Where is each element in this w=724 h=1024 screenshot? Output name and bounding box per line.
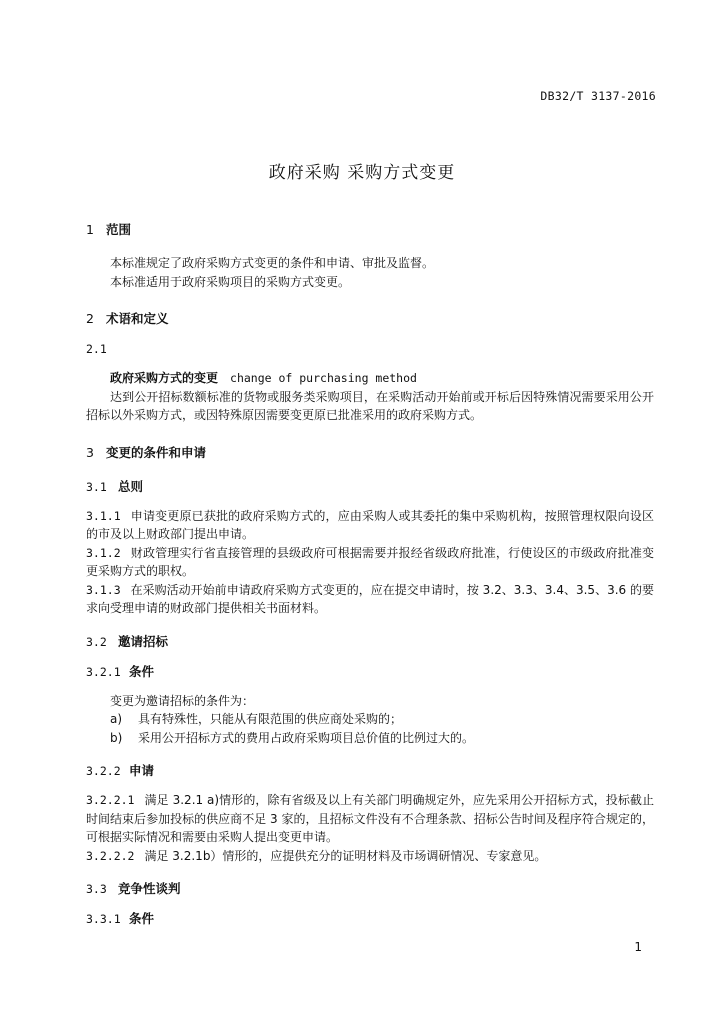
document-body: [86, 220, 654, 929]
subsection-label: 总则: [118, 478, 144, 494]
paragraph: 变更为邀请招标的条件为：: [110, 693, 255, 708]
subsection-3-3-heading: [86, 879, 654, 899]
subsection-number: 3.3.1: [86, 912, 121, 926]
subsection-3-2-2-heading: [86, 761, 654, 781]
section-2-heading: [86, 309, 654, 329]
list-item-a: [86, 710, 654, 729]
clause-text: 申请变更原已获批的政府采购方式的，应由采购人或其委托的集中采购机构，按照管理权限向设区的市及以上财政部门提出申请。: [86, 508, 654, 541]
paragraph: 本标准规定了政府采购方式变更的条件和申请、审批及监督。: [110, 256, 435, 270]
subsection-number: 2.1: [86, 342, 107, 356]
section-label: 术语和定义: [106, 311, 169, 326]
section-number: 3: [86, 444, 94, 460]
section-3-heading: [86, 443, 654, 463]
list-text: 具有特殊性，只能从有限范围的供应商处采购的；: [138, 712, 403, 726]
clause-text: 满足 3.2.1b）情形的，应提供充分的证明材料及市场调研情况、专家意见。: [144, 848, 547, 863]
clause-text: 财政管理实行省直接管理的县级政府可根据需要并报经省级政府批准，行使设区的市级政府批准变更采购方式的职权。: [86, 545, 654, 578]
term-entry: [86, 369, 654, 388]
term-chinese: 政府采购方式的变更: [110, 371, 219, 385]
subsection-3-2-heading: [86, 632, 654, 652]
section-label: 范围: [106, 222, 132, 237]
subsection-3-1-heading: [86, 477, 654, 497]
term-definition: 达到公开招标数额标准的货物或服务类采购项目，在采购活动开始前或开标后因特殊情况需要采用公开招标以外采购方式，或因特殊原因需要变更原已批准采用的政府采购方式。: [86, 389, 654, 422]
clause-number: 3.1.1: [86, 508, 121, 523]
subsection-number: 3.1: [86, 479, 107, 494]
subsection-number: 3.3: [86, 882, 107, 896]
clause-number: 3.2.2.2: [86, 848, 135, 863]
clause-text: 满足 3.2.1 a)情形的，除有省级及以上有关部门明确规定外，应先采用公开招标方式，投标截止时间结束后参加投标的供应商不足 3 家的，且招标文件没有不合理条款、招标公告时间及程序符合规定的，可根据实际情况和需要由采购人提出变更申请。: [86, 793, 654, 844]
subsection-label: 竞争性谈判: [118, 881, 181, 896]
list-marker: b): [110, 730, 123, 745]
section-1-heading: [86, 220, 654, 240]
section-number: 2: [86, 311, 94, 326]
clause-3-1-2: [86, 544, 654, 581]
term-english: change of purchasing method: [230, 371, 417, 385]
subsection-number: 3.2: [86, 634, 107, 649]
list-marker: a): [110, 712, 123, 726]
list-text: 采用公开招标方式的费用占政府采购项目总价值的比例过大的。: [138, 730, 475, 745]
subsection-label: 邀请招标: [118, 633, 169, 649]
clause-number: 3.1.3: [86, 582, 121, 597]
section-label: 变更的条件和申请: [106, 444, 207, 460]
subsection-label: 条件: [129, 663, 155, 679]
section-number: 1: [86, 222, 94, 237]
clause-number: 3.1.2: [86, 545, 121, 560]
clause-3-2-2-1: [86, 791, 654, 847]
document-title: 政府采购 采购方式变更: [268, 163, 456, 183]
subsection-3-2-1-heading: [86, 662, 654, 682]
clause-text: 在采购活动开始前申请政府采购方式变更的，应在提交申请时，按 3.2、3.3、3.4、3.5、3.6 的要求向受理申请的财政部门提供相关书面材料。: [86, 582, 654, 615]
page-number: 1: [634, 940, 642, 954]
subsection-number: 3.2.2: [86, 764, 121, 778]
paragraph: 本标准适用于政府采购项目的采购方式变更。: [110, 274, 351, 289]
subsection-label: 申请: [129, 763, 155, 778]
clause-3-2-2-2: [86, 847, 654, 866]
subsection-2-1-heading: [86, 339, 654, 359]
clause-3-1-3: [86, 581, 654, 618]
subsection-label: 条件: [129, 911, 155, 926]
subsection-3-3-1-heading: [86, 909, 654, 929]
standard-code: DB32/T 3137-2016: [540, 89, 656, 103]
clause-3-1-1: [86, 507, 654, 544]
clause-number: 3.2.2.1: [86, 793, 135, 807]
list-item-b: [86, 729, 654, 748]
subsection-number: 3.2.1: [86, 664, 121, 679]
